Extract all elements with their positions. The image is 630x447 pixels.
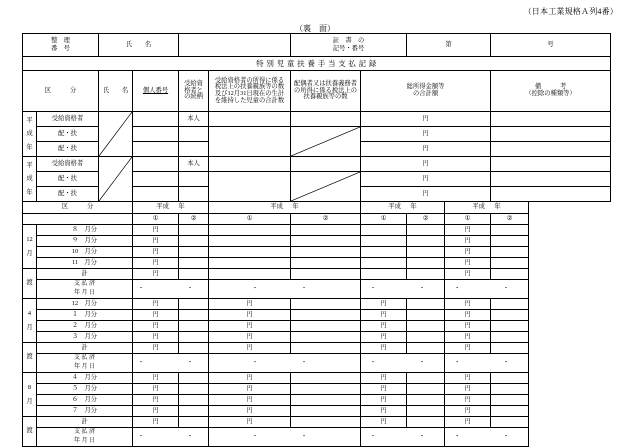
g1-r1-c6[interactable] — [407, 236, 445, 247]
column-header-row — [23, 71, 611, 112]
payment-kubun-header: 区 分 — [23, 202, 133, 214]
g3-r1-c7[interactable]: 円 — [445, 384, 491, 395]
g3-paid-date-3[interactable]: ・ ・ — [361, 428, 445, 447]
g1-r0-c1[interactable]: 円 — [133, 225, 179, 236]
g2-r2-c8[interactable] — [491, 321, 529, 332]
bikou-cell-1-1[interactable] — [491, 112, 611, 127]
col-juman-kazu-header: 受給資格者の所得に係る 税法上の扶養親族等の数 及び12月31日現在の生計 を維持した児童の合計数 — [209, 71, 291, 112]
shotoku-cell-2-3[interactable]: 円 — [361, 187, 491, 202]
g2-r3-c5[interactable]: 円 — [361, 332, 407, 343]
g3-r2-c5[interactable]: 円 — [361, 395, 407, 406]
g3-r2-c4[interactable] — [291, 395, 361, 406]
row-label-haifu-1-2: 配・扶 — [37, 127, 99, 142]
group1-total-label: 計 — [37, 269, 133, 280]
g1-r3-c3[interactable] — [209, 258, 291, 269]
g1-r2-c8[interactable] — [491, 247, 529, 258]
g3-total-c6[interactable] — [407, 417, 445, 428]
g3-r0-c4[interactable] — [291, 373, 361, 384]
g1-r2-c4[interactable] — [291, 247, 361, 258]
group2-row-label-2: ２ 月分 — [37, 321, 133, 332]
g1-r3-c1[interactable]: 円 — [133, 258, 179, 269]
g3-r3-c1[interactable]: 円 — [133, 406, 179, 417]
group3-row-label-1: ５ 月分 — [37, 384, 133, 395]
payment-row — [23, 321, 611, 332]
g3-total-c8[interactable] — [491, 417, 529, 428]
zokugara-cell-1-1: 本人 — [179, 112, 209, 127]
shimei-cell-block2[interactable] — [99, 157, 133, 202]
form-title-row — [23, 57, 611, 71]
g3-r3-c6[interactable] — [407, 406, 445, 417]
g1-r3-c5[interactable] — [361, 258, 407, 269]
era-label-block2: 平 成 年 — [23, 157, 37, 202]
g1-r3-c7[interactable]: 円 — [445, 258, 491, 269]
payment-row — [23, 225, 611, 236]
shousho-label: 証 書 の 記号・番号 — [291, 34, 407, 57]
g3-r3-c8[interactable] — [491, 406, 529, 417]
mark-4-b: ② — [491, 214, 529, 225]
g3-r1-c4[interactable] — [291, 384, 361, 395]
payment-row — [23, 384, 611, 395]
g1-total-c8[interactable] — [491, 269, 529, 280]
group3-paid-label: 支 払 済 年 月 日 — [37, 428, 133, 447]
g2-total-c8[interactable] — [491, 343, 529, 354]
g1-total-c2[interactable] — [179, 269, 209, 280]
haigusha-cell-2-2[interactable] — [291, 172, 361, 202]
g1-r0-c2[interactable] — [179, 225, 209, 236]
kojin-bango-cell-2-3[interactable] — [133, 187, 179, 202]
g1-r2-c2[interactable] — [179, 247, 209, 258]
g3-r3-c7[interactable]: 円 — [445, 406, 491, 417]
g2-r1-c3[interactable]: 円 — [209, 310, 291, 321]
form-header-row — [23, 34, 611, 57]
g2-r1-c8[interactable] — [491, 310, 529, 321]
g2-r3-c6[interactable] — [407, 332, 445, 343]
row-label-haifu-1-3: 配・扶 — [37, 142, 99, 157]
g3-r2-c8[interactable] — [491, 395, 529, 406]
payment-row — [23, 417, 611, 428]
g2-r1-c2[interactable] — [179, 310, 209, 321]
mark-1-a: ① — [133, 214, 179, 225]
g1-paid-date-3[interactable]: ・ ・ — [361, 280, 445, 299]
payment-row — [23, 373, 611, 384]
group1-row-label-1: ９ 月分 — [37, 236, 133, 247]
g2-paid-date-2[interactable]: ・ ・ — [209, 354, 361, 373]
bikou-cell-2-3[interactable] — [491, 187, 611, 202]
g3-r0-c1[interactable]: 円 — [133, 373, 179, 384]
group2-month-label: 4 月 — [23, 299, 37, 343]
juman-cell-1-2[interactable] — [209, 127, 291, 157]
mark-4-a: ① — [445, 214, 491, 225]
payment-row — [23, 247, 611, 258]
block-row — [23, 157, 611, 172]
g1-r3-c4[interactable] — [291, 258, 361, 269]
g2-total-c1[interactable]: 円 — [133, 343, 179, 354]
g3-total-c2[interactable] — [179, 417, 209, 428]
juman-cell-1-1[interactable] — [209, 112, 291, 127]
g1-r1-c8[interactable] — [491, 236, 529, 247]
g2-r0-c5[interactable]: 円 — [361, 299, 407, 310]
row-label-jukyu-1: 受給資格者 — [37, 112, 99, 127]
g3-r0-c3[interactable]: 円 — [209, 373, 291, 384]
haigusha-cell-1-2[interactable] — [291, 127, 361, 157]
row-label-jukyu-2: 受給資格者 — [37, 157, 99, 172]
g2-total-c7[interactable]: 円 — [445, 343, 491, 354]
g1-r2-c5[interactable] — [361, 247, 407, 258]
kojin-bango-cell-1-1[interactable] — [133, 112, 179, 127]
g3-r3-c5[interactable]: 円 — [361, 406, 407, 417]
g2-paid-date-4[interactable]: ・ ・ — [445, 354, 529, 373]
g3-r2-c6[interactable] — [407, 395, 445, 406]
g3-r2-c2[interactable] — [179, 395, 209, 406]
g2-r2-c2[interactable] — [179, 321, 209, 332]
g3-r1-c2[interactable] — [179, 384, 209, 395]
shotoku-cell-1-2[interactable]: 円 — [361, 127, 491, 142]
g3-r2-c7[interactable]: 円 — [445, 395, 491, 406]
g2-r0-c2[interactable] — [179, 299, 209, 310]
g1-paid-date-4[interactable]: ・ ・ — [445, 280, 529, 299]
g3-total-c5[interactable]: 円 — [361, 417, 407, 428]
payment-year-3[interactable]: 平成 年 — [361, 202, 445, 214]
haigusha-cell-1-1[interactable] — [291, 112, 361, 127]
g1-r2-c7[interactable]: 円 — [445, 247, 491, 258]
bikou-cell-1-2[interactable] — [491, 127, 611, 142]
g2-paid-date-3[interactable]: ・ ・ — [361, 354, 445, 373]
payment-row — [23, 310, 611, 321]
bikou-cell-2-2[interactable] — [491, 172, 611, 187]
payment-row — [23, 332, 611, 343]
g1-r0-c4[interactable] — [291, 225, 361, 236]
shimei-label: 氏 名 — [99, 34, 179, 57]
g3-r0-c5[interactable]: 円 — [361, 373, 407, 384]
zokugara-cell-1-2[interactable] — [179, 127, 209, 142]
kojin-bango-cell-1-2[interactable] — [133, 127, 179, 142]
payment-kubun-blank — [23, 214, 133, 225]
haigusha-cell-2-1[interactable] — [291, 157, 361, 172]
g1-total-c1[interactable]: 円 — [133, 269, 179, 280]
g3-r3-c3[interactable]: 円 — [209, 406, 291, 417]
col-zokugara-header: 受給資 格者と の続柄 — [179, 71, 209, 112]
g2-total-c6[interactable] — [407, 343, 445, 354]
g2-total-c5[interactable]: 円 — [361, 343, 407, 354]
g2-r1-c5[interactable]: 円 — [361, 310, 407, 321]
shotoku-cell-1-1[interactable]: 円 — [361, 112, 491, 127]
col-shimei-header: 氏 名 — [99, 71, 133, 112]
payment-row — [23, 299, 611, 310]
group1-paid-label: 支 払 済 年 月 日 — [37, 280, 133, 299]
g2-r0-c3[interactable]: 円 — [209, 299, 291, 310]
payment-row — [23, 343, 611, 354]
g3-r0-c8[interactable] — [491, 373, 529, 384]
form-title: 特 別 児 童 扶 養 手 当 支 払 記 録 — [23, 57, 611, 71]
g2-r3-c4[interactable] — [291, 332, 361, 343]
g2-r1-c6[interactable] — [407, 310, 445, 321]
g2-total-c3[interactable]: 円 — [209, 343, 291, 354]
group3-month-label: 8 月 — [23, 373, 37, 417]
g3-paid-date-4[interactable]: ・ ・ — [445, 428, 529, 447]
payment-year-1[interactable]: 平成 年 — [133, 202, 209, 214]
g3-total-c4[interactable] — [291, 417, 361, 428]
payment-year-4[interactable]: 平成 年 — [445, 202, 529, 214]
g1-r1-c1[interactable]: 円 — [133, 236, 179, 247]
g2-r3-c3[interactable]: 円 — [209, 332, 291, 343]
zokugara-cell-2-3[interactable] — [179, 187, 209, 202]
shousho-dai[interactable]: 第 — [407, 34, 491, 57]
g1-paid-date-1[interactable]: ・ ・ — [133, 280, 209, 299]
group2-row-label-1: １ 月分 — [37, 310, 133, 321]
row-label-haifu-2-2: 配・扶 — [37, 172, 99, 187]
g3-r0-c6[interactable] — [407, 373, 445, 384]
juman-cell-2-1[interactable] — [209, 157, 291, 172]
g3-total-c1[interactable]: 円 — [133, 417, 179, 428]
col-kubun-header: 区 分 — [23, 71, 99, 112]
g2-r3-c1[interactable]: 円 — [133, 332, 179, 343]
payment-year-2[interactable]: 平成 年 — [209, 202, 361, 214]
g1-r2-c6[interactable] — [407, 247, 445, 258]
g1-r0-c5[interactable] — [361, 225, 407, 236]
zokugara-cell-1-3[interactable] — [179, 142, 209, 157]
payment-header-row — [23, 202, 611, 214]
mark-2-b: ② — [291, 214, 361, 225]
g1-r3-c8[interactable] — [491, 258, 529, 269]
g3-r2-c3[interactable]: 円 — [209, 395, 291, 406]
bikou-cell-2-1[interactable] — [491, 157, 611, 172]
group2-paid-label: 支 払 済 年 月 日 — [37, 354, 133, 373]
g1-r2-c3[interactable] — [209, 247, 291, 258]
g2-r2-c4[interactable] — [291, 321, 361, 332]
g1-total-c3[interactable] — [209, 269, 291, 280]
shotoku-cell-1-3[interactable]: 円 — [361, 142, 491, 157]
g1-total-c6[interactable] — [407, 269, 445, 280]
group1-row-label-2: 10 月分 — [37, 247, 133, 258]
g2-total-c2[interactable] — [179, 343, 209, 354]
g2-paid-date-1[interactable]: ・ ・ — [133, 354, 209, 373]
col-haigusha-kazu-header: 配偶者又は扶養義務者 の所得に係る税法上の 扶養親族等の数 — [291, 71, 361, 112]
g3-r1-c8[interactable] — [491, 384, 529, 395]
col-shotoku-header: 総所得金額等 の合計額 — [361, 71, 491, 112]
seiri-bango-label: 整 理 番 号 — [23, 34, 99, 57]
mark-3-b: ② — [407, 214, 445, 225]
g1-r2-c1[interactable]: 円 — [133, 247, 179, 258]
g3-paid-date-1[interactable]: ・ ・ — [133, 428, 209, 447]
payment-row — [23, 406, 611, 417]
g3-r1-c1[interactable]: 円 — [133, 384, 179, 395]
shimei-cell-block1[interactable] — [99, 112, 133, 157]
g2-r2-c6[interactable] — [407, 321, 445, 332]
g2-total-c4[interactable] — [291, 343, 361, 354]
group2-row-label-0: 12 月分 — [37, 299, 133, 310]
g2-r0-c6[interactable] — [407, 299, 445, 310]
group3-row-label-3: ７ 月分 — [37, 406, 133, 417]
shousho-gou[interactable]: 号 — [491, 34, 611, 57]
g3-r3-c2[interactable] — [179, 406, 209, 417]
g2-r3-c2[interactable] — [179, 332, 209, 343]
col-kojin-bango-header: 個人番号 — [133, 71, 179, 112]
group3-watashi-label: 渡 — [23, 417, 37, 447]
g3-r1-c5[interactable]: 円 — [361, 384, 407, 395]
jis-size-note: （日本工業規格Ａ列4番） — [523, 7, 618, 16]
g2-r0-c1[interactable]: 円 — [133, 299, 179, 310]
g1-r0-c3[interactable] — [209, 225, 291, 236]
g2-r3-c7[interactable]: 円 — [445, 332, 491, 343]
g1-paid-date-2[interactable]: ・ ・ — [209, 280, 361, 299]
kojin-bango-cell-2-2[interactable] — [133, 172, 179, 187]
g3-paid-date-2[interactable]: ・ ・ — [209, 428, 361, 447]
g1-r0-c7[interactable]: 円 — [445, 225, 491, 236]
era-label-block1: 平 成 年 — [23, 112, 37, 157]
g1-r3-c6[interactable] — [407, 258, 445, 269]
g3-total-c3[interactable]: 円 — [209, 417, 291, 428]
back-side-label: （裏 面） — [295, 24, 335, 33]
g2-r2-c3[interactable]: 円 — [209, 321, 291, 332]
g1-r0-c8[interactable] — [491, 225, 529, 236]
shotoku-cell-2-1[interactable]: 円 — [361, 157, 491, 172]
g2-r0-c8[interactable] — [491, 299, 529, 310]
payment-record-form — [22, 33, 611, 447]
payment-row — [23, 395, 611, 406]
g2-r2-c5[interactable]: 円 — [361, 321, 407, 332]
payment-row — [23, 269, 611, 280]
g3-total-c7[interactable]: 円 — [445, 417, 491, 428]
group2-watashi-label: 渡 — [23, 343, 37, 373]
g2-r1-c1[interactable]: 円 — [133, 310, 179, 321]
zokugara-cell-2-2[interactable] — [179, 172, 209, 187]
g1-r1-c2[interactable] — [179, 236, 209, 247]
g3-r0-c2[interactable] — [179, 373, 209, 384]
mark-3-a: ① — [361, 214, 407, 225]
group1-month-label: 12 月 — [23, 225, 37, 269]
g2-r2-c7[interactable]: 円 — [445, 321, 491, 332]
group3-row-label-0: ４ 月分 — [37, 373, 133, 384]
row-label-haifu-2-3: 配・扶 — [37, 187, 99, 202]
g3-r3-c4[interactable] — [291, 406, 361, 417]
mark-2-a: ① — [209, 214, 291, 225]
payment-row — [23, 236, 611, 247]
group2-total-label: 計 — [37, 343, 133, 354]
g3-r2-c1[interactable]: 円 — [133, 395, 179, 406]
g1-total-c5[interactable] — [361, 269, 407, 280]
g1-r1-c7[interactable]: 円 — [445, 236, 491, 247]
group1-watashi-label: 渡 — [23, 269, 37, 299]
g1-r3-c2[interactable] — [179, 258, 209, 269]
g1-r1-c4[interactable] — [291, 236, 361, 247]
group1-row-label-3: 11 月分 — [37, 258, 133, 269]
group3-total-label: 計 — [37, 417, 133, 428]
group2-row-label-3: ３ 月分 — [37, 332, 133, 343]
col-bikou-header: 備 考 （控除の種類等） — [491, 71, 611, 112]
group1-row-label-0: ８ 月分 — [37, 225, 133, 236]
juman-cell-2-2[interactable] — [209, 172, 291, 202]
g2-r0-c4[interactable] — [291, 299, 361, 310]
kojin-bango-cell-2-1[interactable] — [133, 157, 179, 172]
g1-total-c4[interactable] — [291, 269, 361, 280]
g2-r1-c7[interactable]: 円 — [445, 310, 491, 321]
payment-marks-row — [23, 214, 611, 225]
zokugara-cell-2-1: 本人 — [179, 157, 209, 172]
group3-row-label-2: ６ 月分 — [37, 395, 133, 406]
g2-r0-c7[interactable]: 円 — [445, 299, 491, 310]
g3-r1-c6[interactable] — [407, 384, 445, 395]
shotoku-cell-2-2[interactable]: 円 — [361, 172, 491, 187]
g2-r2-c1[interactable]: 円 — [133, 321, 179, 332]
g3-r0-c7[interactable]: 円 — [445, 373, 491, 384]
g1-total-c7[interactable]: 円 — [445, 269, 491, 280]
mark-1-b: ② — [179, 214, 209, 225]
shimei-value[interactable] — [179, 34, 291, 57]
g2-r3-c8[interactable] — [491, 332, 529, 343]
g3-r1-c3[interactable]: 円 — [209, 384, 291, 395]
g1-r0-c6[interactable] — [407, 225, 445, 236]
kojin-bango-cell-1-3[interactable] — [133, 142, 179, 157]
g1-r1-c5[interactable] — [361, 236, 407, 247]
payment-row — [23, 258, 611, 269]
block-row — [23, 112, 611, 127]
g1-r1-c3[interactable] — [209, 236, 291, 247]
g2-r1-c4[interactable] — [291, 310, 361, 321]
bikou-cell-1-3[interactable] — [491, 142, 611, 157]
